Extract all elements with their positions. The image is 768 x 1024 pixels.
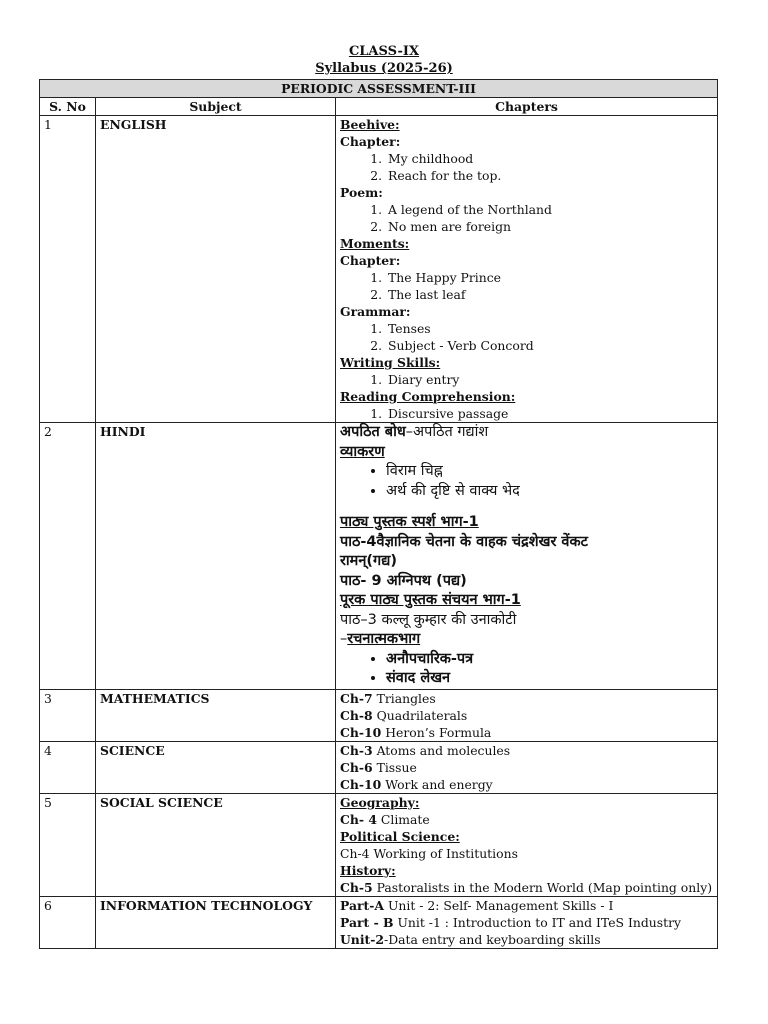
rachnatmak-list bbox=[340, 650, 713, 689]
row-subject: SCIENCE bbox=[96, 741, 336, 793]
list-item: 1. The Happy Prince bbox=[386, 269, 713, 286]
apathit-line bbox=[340, 423, 713, 443]
row-chapters bbox=[336, 116, 718, 423]
chapter-line bbox=[340, 742, 713, 759]
part-b-text: Unit -1 : Introduction to IT and ITeS Industry bbox=[393, 914, 682, 930]
chapter-number: Ch-5 bbox=[340, 879, 373, 895]
list-item: • संवाद लेखन bbox=[386, 669, 713, 689]
beehive-list bbox=[340, 150, 713, 184]
chapter-line bbox=[340, 707, 713, 724]
unit-2-line bbox=[340, 931, 713, 948]
part-a-label: Part-A bbox=[340, 897, 385, 913]
list-item: 2. Reach for the top. bbox=[386, 167, 713, 184]
chapter-title: Atoms and molecules bbox=[372, 742, 511, 758]
sanchayan-heading: पूरक पाठ्य पुस्तक संचयन भाग-1 bbox=[340, 592, 521, 608]
writing-skills-heading: Writing Skills: bbox=[340, 355, 441, 370]
chapter-label: Chapter: bbox=[340, 253, 401, 268]
table-row-social-science bbox=[40, 793, 718, 896]
apathit-heading: अपठित बोध bbox=[340, 424, 406, 440]
list-item: 1. Tenses bbox=[386, 320, 713, 337]
list-item: • अनौपचारिक-पत्र bbox=[386, 650, 713, 670]
chapter-number: Ch-6 bbox=[340, 759, 373, 775]
chapter-title: Heron’s Formula bbox=[381, 724, 492, 740]
row-sno: 3 bbox=[40, 689, 96, 741]
part-b-label: Part - B bbox=[340, 914, 394, 930]
list-item: 2. The last leaf bbox=[386, 286, 713, 303]
table-row-mathematics bbox=[40, 689, 718, 741]
poem-list bbox=[340, 201, 713, 235]
col-subject-header: Subject bbox=[96, 98, 336, 116]
chapter-number: Ch- 4 bbox=[340, 811, 377, 827]
spacer bbox=[340, 501, 713, 513]
chapter-title: Quadrilaterals bbox=[372, 707, 468, 723]
row-subject: INFORMATION TECHNOLOGY bbox=[96, 896, 336, 948]
chapter-line bbox=[340, 724, 713, 741]
table-row-science bbox=[40, 741, 718, 793]
chapter-line bbox=[340, 776, 713, 793]
list-item: 1. A legend of the Northland bbox=[386, 201, 713, 218]
table-row-english bbox=[40, 116, 718, 423]
part-b-line bbox=[340, 914, 713, 931]
grammar-list bbox=[340, 320, 713, 354]
row-sno: 1 bbox=[40, 116, 96, 423]
chapter-label: Chapter: bbox=[340, 134, 401, 149]
row-chapters bbox=[336, 423, 718, 690]
chapter-title: Tissue bbox=[372, 759, 417, 775]
chapter-line: Ch-4 Working of Institutions bbox=[340, 845, 518, 861]
vyakaran-list bbox=[340, 462, 713, 501]
rachnatmak-heading: रचनात्मकभाग bbox=[347, 631, 421, 647]
reading-heading: Reading Comprehension: bbox=[340, 389, 516, 404]
syllabus-table bbox=[39, 79, 718, 949]
grammar-label: Grammar: bbox=[340, 304, 411, 319]
geography-heading: Geography: bbox=[340, 794, 420, 810]
history-heading: History: bbox=[340, 862, 396, 878]
list-item: 2. Subject - Verb Concord bbox=[386, 337, 713, 354]
rachnatmak-dash: – bbox=[340, 631, 348, 647]
chapter-number: Ch-3 bbox=[340, 742, 373, 758]
table-header-row bbox=[40, 98, 718, 116]
list-item: 1. Diary entry bbox=[386, 371, 713, 388]
row-sno: 2 bbox=[40, 423, 96, 690]
rachnatmak-line bbox=[340, 630, 713, 650]
path4-line: पाठ-4वैज्ञानिक चेतना के वाहक चंद्रशेखर वेंकट bbox=[340, 533, 588, 550]
row-subject: HINDI bbox=[96, 423, 336, 690]
chapter-title: Pastoralists in the Modern World (Map pointing only) bbox=[372, 879, 713, 895]
list-item: 2. No men are foreign bbox=[386, 218, 713, 235]
unit-2-text: -Data entry and keyboarding skills bbox=[384, 931, 601, 947]
path4-continued: रामन्(गद्य) bbox=[340, 553, 397, 569]
path9-line: पाठ- 9 अग्निपथ (पद्य) bbox=[340, 572, 467, 589]
syllabus-title: Syllabus (2025-26) bbox=[315, 61, 453, 76]
beehive-heading: Beehive: bbox=[340, 117, 400, 132]
class-title: CLASS-IX bbox=[348, 44, 420, 59]
chapter-title: Work and energy bbox=[381, 776, 493, 792]
chapter-line bbox=[340, 811, 713, 828]
list-item: • अर्थ की दृष्टि से वाक्य भेद bbox=[386, 482, 713, 502]
list-item: 1. My childhood bbox=[386, 150, 713, 167]
chapter-number: Ch-7 bbox=[340, 690, 373, 706]
list-item: 1. Discursive passage bbox=[386, 405, 713, 422]
col-sno-header: S. No bbox=[40, 98, 96, 116]
section-title-row bbox=[40, 80, 718, 98]
row-subject: SOCIAL SCIENCE bbox=[96, 793, 336, 896]
chapter-line bbox=[340, 879, 713, 896]
row-sno: 4 bbox=[40, 741, 96, 793]
path3-line: पाठ–3 कल्लू कुम्हार की उनाकोटी bbox=[340, 611, 517, 628]
apathit-text: –अपठित गद्यांश bbox=[405, 424, 489, 440]
section-title: PERIODIC ASSESSMENT-III bbox=[40, 80, 718, 98]
row-sno: 5 bbox=[40, 793, 96, 896]
list-item: • विराम चिह्न bbox=[386, 462, 713, 482]
row-sno: 6 bbox=[40, 896, 96, 948]
row-subject: ENGLISH bbox=[96, 116, 336, 423]
col-chapters-header: Chapters bbox=[336, 98, 718, 116]
table-row-information-technology bbox=[40, 896, 718, 948]
chapter-line bbox=[340, 690, 713, 707]
part-a-line bbox=[340, 897, 713, 914]
part-a-text: Unit - 2: Self- Management Skills - I bbox=[384, 897, 614, 913]
moments-list bbox=[340, 269, 713, 303]
chapter-line bbox=[340, 759, 713, 776]
sparsh-heading: पाठ्य पुस्तक स्पर्श भाग-1 bbox=[340, 514, 479, 530]
chapter-title: Triangles bbox=[372, 690, 436, 706]
chapter-number: Ch-10 bbox=[340, 776, 382, 792]
row-chapters bbox=[336, 896, 718, 948]
row-chapters bbox=[336, 689, 718, 741]
document-header bbox=[0, 43, 768, 77]
poem-label: Poem: bbox=[340, 185, 383, 200]
vyakaran-heading: व्याकरण bbox=[340, 443, 385, 460]
chapter-number: Ch-10 bbox=[340, 724, 382, 740]
writing-list bbox=[340, 371, 713, 388]
table-row-hindi bbox=[40, 423, 718, 690]
chapter-title: Climate bbox=[376, 811, 430, 827]
chapter-number: Ch-8 bbox=[340, 707, 373, 723]
reading-list bbox=[340, 405, 713, 422]
row-subject: MATHEMATICS bbox=[96, 689, 336, 741]
unit-2-label: Unit-2 bbox=[340, 931, 385, 947]
moments-heading: Moments: bbox=[340, 236, 410, 251]
political-science-heading: Political Science: bbox=[340, 828, 460, 844]
row-chapters bbox=[336, 793, 718, 896]
row-chapters bbox=[336, 741, 718, 793]
